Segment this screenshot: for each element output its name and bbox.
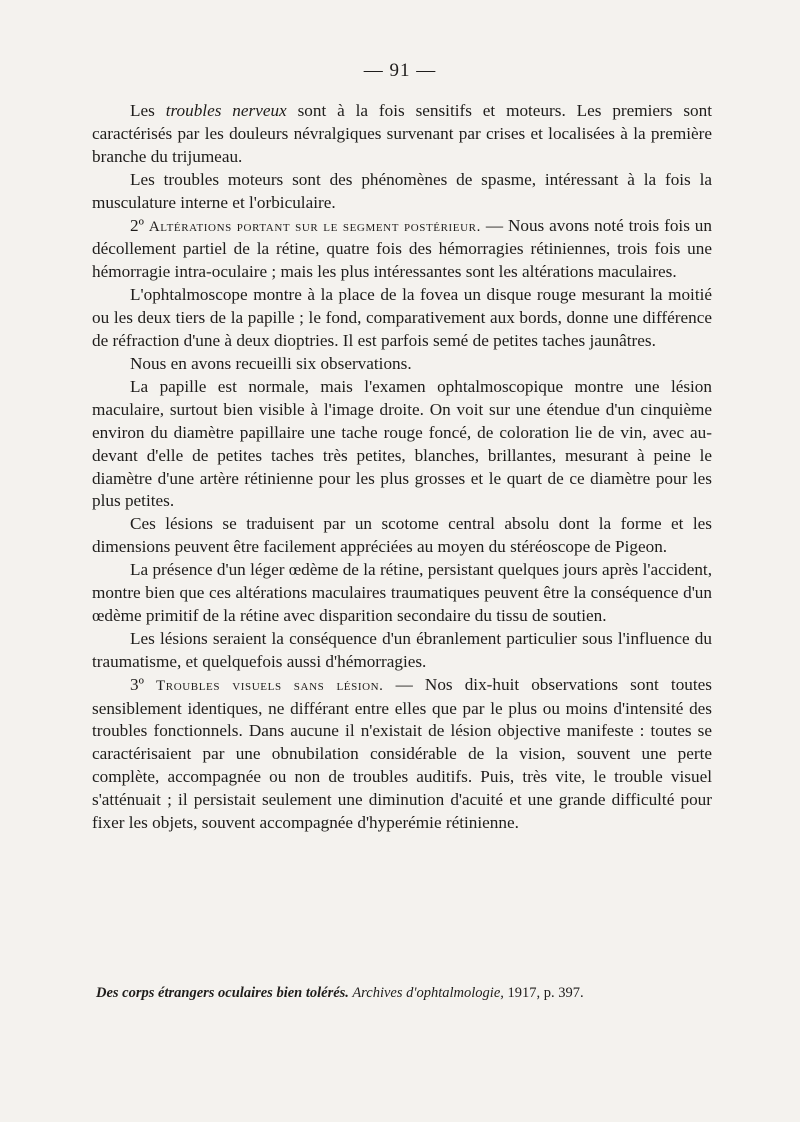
footnote-journal: Archives d'ophtalmologie,	[352, 985, 504, 1001]
paragraph-lesions: Les lésions seraient la conséquence d'un ébranlement particulier sous l'influence du traumatisme, et quelquefois aussi d'hémorragies.	[92, 628, 712, 671]
paragraph-ophthalmoscope: L'ophtalmoscope montre à la place de la fovea un disque rouge mesurant la moitié ou les deux tiers de la papille ; le fond, comparativement aux bords, donne une différence de réfraction d'une à deux dioptries. Il est parfois semé de petites taches jaunâtres.	[92, 285, 712, 351]
footnote	[96, 985, 716, 1002]
paragraph-papilla: La papille est normale, mais l'examen ophtalmoscopique montre une lésion maculaire, surtout bien visible à l'image droite. On voit sur une étendue d'un cinquième environ du diamètre papillaire une tache rouge foncé, de coloration lie de vin, avec au-devant d'elle de petites taches très petites, blanches, brillantes, mesurant à peine le diamètre d'une artère rétinienne pour les plus grosses et le quart de ce diamètre pour les plus petites.	[92, 376, 712, 511]
paragraph-oedema: La présence d'un léger œdème de la rétine, persistant quelques jours après l'accident, montre bien que ces altérations maculaires traumatiques peuvent être la conséquence d'un œdème primitif de la rétine avec disparition secondaire du tissu de soutien.	[92, 560, 712, 625]
section-2-text: — Nous avons noté trois fois un décollement partiel de la rétine, quatre fois des hémorragies rétiniennes, trois fois une hémorragie intra-oculaire ; mais les plus intéressantes sont les altérations maculaires.	[92, 215, 712, 282]
paragraph-scotome: Ces lésions se traduisent par un scotome central absolu dont la forme et les dimensions peuvent être facilement appréciées au moyen du stéréoscope de Pigeon.	[92, 514, 712, 557]
body-text	[92, 100, 712, 835]
paragraph-section-2	[92, 215, 712, 285]
paragraph-section-3	[92, 674, 712, 835]
section-2-title: Altérations portant sur le segment postérieur.	[148, 218, 481, 235]
p1-emphasis: troubles nerveux	[165, 101, 287, 120]
footnote-reference: 1917, p. 397.	[503, 985, 584, 1001]
section-3-number: 3º	[130, 674, 157, 694]
section-2-number: 2º	[130, 215, 149, 235]
section-3-title: Troubles visuels sans lésion.	[156, 677, 384, 694]
page-number: — 91 —	[363, 60, 437, 81]
paragraph-observations: Nous en avons recueilli six observations.	[130, 353, 412, 373]
section-3-text: — Nos dix-huit observations sont toutes sensiblement identiques, ne différant entre elles que par le plus ou moins d'intensité des troubles fonctionnels. Dans aucune il n'existait de lésion objective manifeste : toutes se caractérisaient par une obnubilation considérable de la vision, souvent une perte complète, accompagnée ou non de troubles auditifs. Puis, très vite, le trouble visuel s'atténuait ; il persistait seulement une diminution d'acuité et une grande difficulté pour fixer les objets, souvent accompagnée d'hyperémie rétinienne.	[92, 674, 712, 833]
p1-rest: sont à la fois sensitifs et moteurs. Les premiers sont caractérisés par les douleurs névralgiques survenant par crises et localisées à la première branche du trijumeau.	[92, 101, 712, 166]
paragraph-nerve-troubles	[92, 100, 712, 169]
paragraph-motor-troubles: Les troubles moteurs sont des phénomènes de spasme, intéressant à la fois la musculature interne et l'orbiculaire.	[92, 169, 712, 212]
p1-lead: Les	[130, 101, 166, 120]
footnote-title: Des corps étrangers oculaires bien tolérés.	[96, 985, 349, 1001]
